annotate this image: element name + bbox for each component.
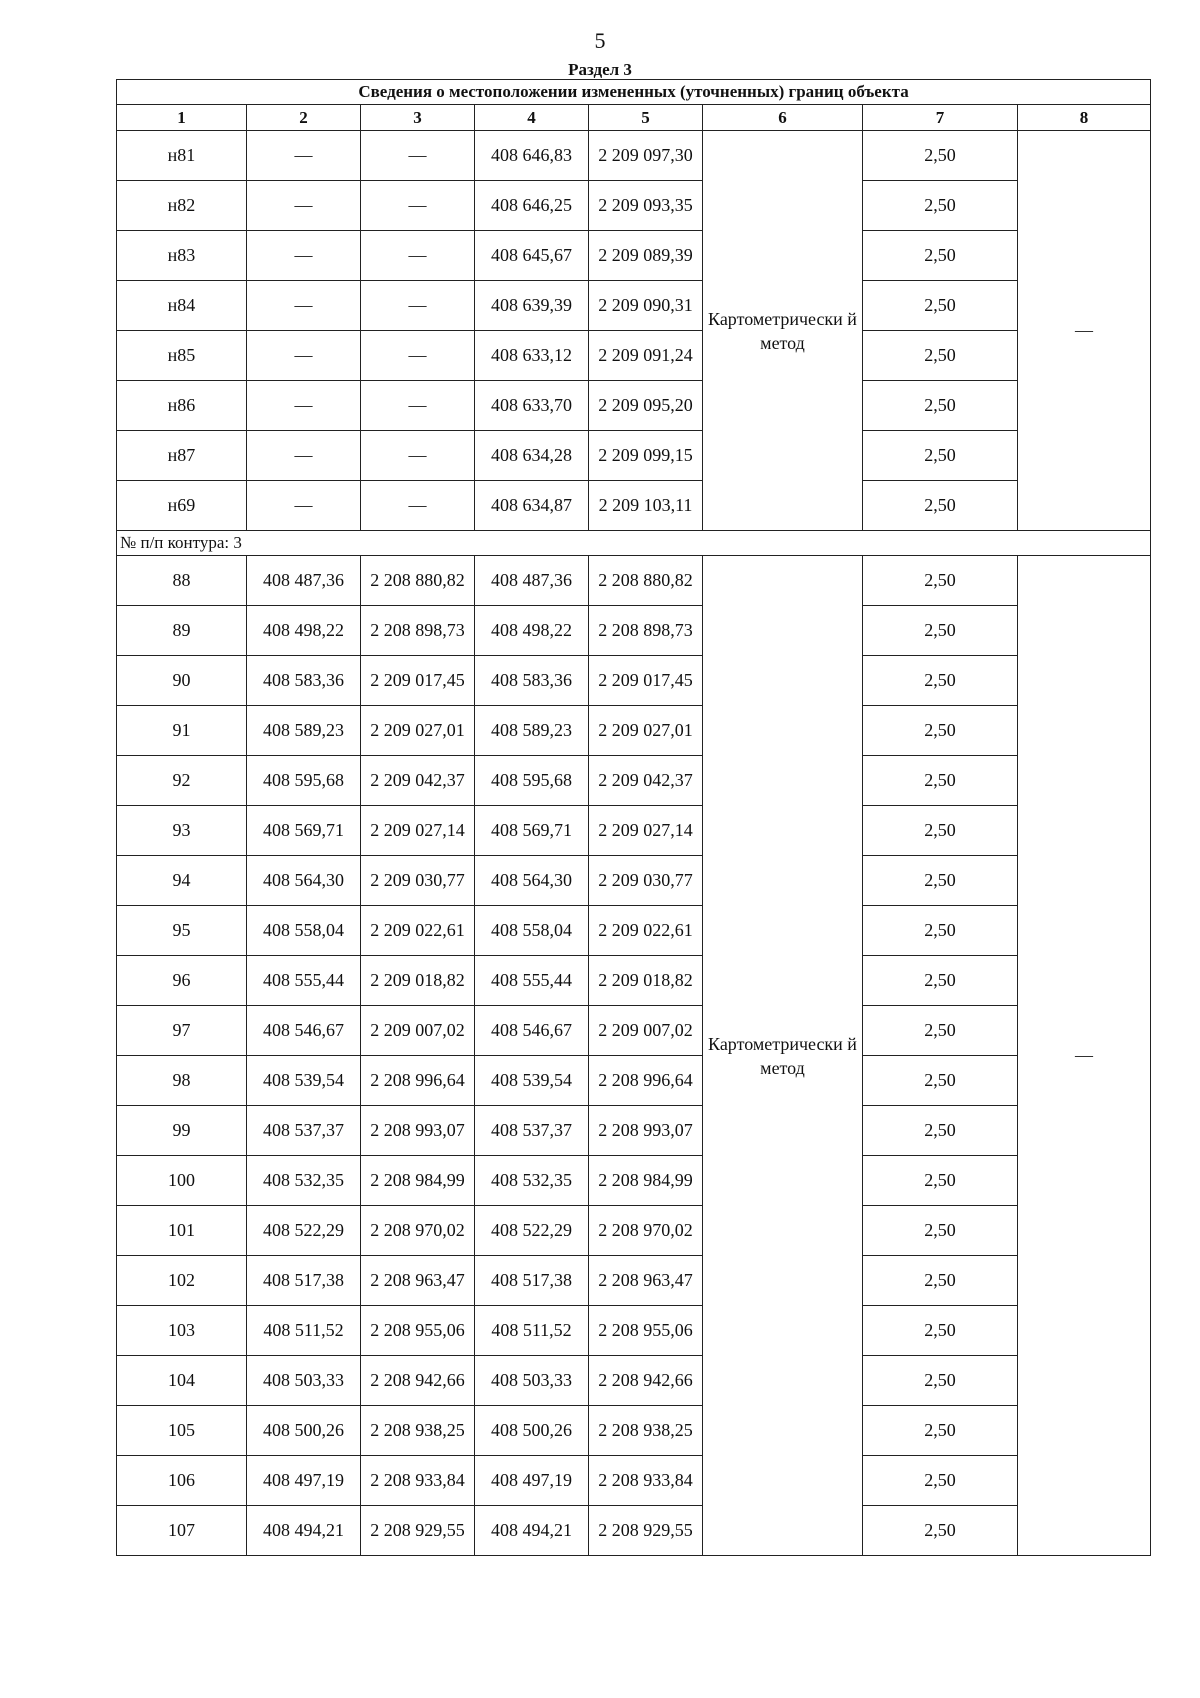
accuracy-value: 2,50 — [863, 1106, 1018, 1156]
old-x-coordinate: 408 537,37 — [247, 1106, 361, 1156]
new-x-coordinate: 408 494,21 — [475, 1506, 589, 1556]
new-x-coordinate: 408 558,04 — [475, 906, 589, 956]
section-title: Раздел 3 — [568, 60, 632, 79]
point-number: 106 — [117, 1456, 247, 1506]
coordinates-table-container — [116, 79, 1150, 1556]
old-y-coordinate: 2 209 017,45 — [361, 656, 475, 706]
old-x-coordinate: — — [247, 181, 361, 231]
accuracy-value: 2,50 — [863, 706, 1018, 756]
old-y-coordinate: — — [361, 181, 475, 231]
old-x-coordinate: 408 564,30 — [247, 856, 361, 906]
determination-method: Картометрически й метод — [703, 131, 863, 531]
point-number: 95 — [117, 906, 247, 956]
table-row — [117, 281, 1151, 331]
old-y-coordinate: 2 208 933,84 — [361, 1456, 475, 1506]
table-caption-row — [117, 80, 1151, 105]
accuracy-value: 2,50 — [863, 1156, 1018, 1206]
new-y-coordinate: 2 208 933,84 — [589, 1456, 703, 1506]
coordinates-table — [116, 79, 1151, 1556]
accuracy-value: 2,50 — [863, 756, 1018, 806]
new-y-coordinate: 2 208 996,64 — [589, 1056, 703, 1106]
point-number: 91 — [117, 706, 247, 756]
new-y-coordinate: 2 208 898,73 — [589, 606, 703, 656]
new-x-coordinate: 408 645,67 — [475, 231, 589, 281]
accuracy-value: 2,50 — [863, 656, 1018, 706]
table-row — [117, 706, 1151, 756]
point-description: — — [1018, 556, 1151, 1556]
column-number-5: 5 — [589, 105, 703, 131]
new-y-coordinate: 2 209 030,77 — [589, 856, 703, 906]
new-y-coordinate: 2 208 963,47 — [589, 1256, 703, 1306]
column-number-6: 6 — [703, 105, 863, 131]
old-y-coordinate: 2 208 963,47 — [361, 1256, 475, 1306]
old-y-coordinate: 2 208 955,06 — [361, 1306, 475, 1356]
new-x-coordinate: 408 634,87 — [475, 481, 589, 531]
old-y-coordinate: 2 208 929,55 — [361, 1506, 475, 1556]
new-x-coordinate: 408 595,68 — [475, 756, 589, 806]
accuracy-value: 2,50 — [863, 281, 1018, 331]
old-y-coordinate: 2 209 027,01 — [361, 706, 475, 756]
old-y-coordinate: 2 209 027,14 — [361, 806, 475, 856]
old-x-coordinate: 408 511,52 — [247, 1306, 361, 1356]
accuracy-value: 2,50 — [863, 1406, 1018, 1456]
point-number: 89 — [117, 606, 247, 656]
old-y-coordinate: 2 208 942,66 — [361, 1356, 475, 1406]
new-x-coordinate: 408 569,71 — [475, 806, 589, 856]
table-row — [117, 906, 1151, 956]
new-y-coordinate: 2 209 090,31 — [589, 281, 703, 331]
accuracy-value: 2,50 — [863, 806, 1018, 856]
old-x-coordinate: 408 532,35 — [247, 1156, 361, 1206]
old-y-coordinate: — — [361, 431, 475, 481]
accuracy-value: 2,50 — [863, 906, 1018, 956]
new-x-coordinate: 408 589,23 — [475, 706, 589, 756]
new-x-coordinate: 408 511,52 — [475, 1306, 589, 1356]
new-y-coordinate: 2 208 880,82 — [589, 556, 703, 606]
point-number: 97 — [117, 1006, 247, 1056]
old-y-coordinate: — — [361, 231, 475, 281]
table-caption: Сведения о местоположении измененных (уточненных) границ объекта — [117, 80, 1151, 105]
new-x-coordinate: 408 646,25 — [475, 181, 589, 231]
new-y-coordinate: 2 209 089,39 — [589, 231, 703, 281]
old-x-coordinate: 408 595,68 — [247, 756, 361, 806]
new-x-coordinate: 408 555,44 — [475, 956, 589, 1006]
accuracy-value: 2,50 — [863, 1506, 1018, 1556]
table-row — [117, 131, 1151, 181]
new-x-coordinate: 408 639,39 — [475, 281, 589, 331]
column-number-7: 7 — [863, 105, 1018, 131]
point-number: 96 — [117, 956, 247, 1006]
old-x-coordinate: 408 487,36 — [247, 556, 361, 606]
new-y-coordinate: 2 209 018,82 — [589, 956, 703, 1006]
point-number: 105 — [117, 1406, 247, 1456]
table-row — [117, 556, 1151, 606]
new-y-coordinate: 2 209 042,37 — [589, 756, 703, 806]
old-x-coordinate: 408 498,22 — [247, 606, 361, 656]
accuracy-value: 2,50 — [863, 381, 1018, 431]
old-y-coordinate: 2 209 022,61 — [361, 906, 475, 956]
table-row — [117, 1506, 1151, 1556]
new-x-coordinate: 408 564,30 — [475, 856, 589, 906]
table-row — [117, 181, 1151, 231]
table-row — [117, 431, 1151, 481]
accuracy-value: 2,50 — [863, 331, 1018, 381]
old-y-coordinate: — — [361, 331, 475, 381]
new-x-coordinate: 408 633,12 — [475, 331, 589, 381]
determination-method: Картометрически й метод — [703, 556, 863, 1556]
point-number: 99 — [117, 1106, 247, 1156]
point-number: 98 — [117, 1056, 247, 1106]
old-x-coordinate: 408 522,29 — [247, 1206, 361, 1256]
column-number-2: 2 — [247, 105, 361, 131]
accuracy-value: 2,50 — [863, 556, 1018, 606]
new-x-coordinate: 408 503,33 — [475, 1356, 589, 1406]
new-y-coordinate: 2 208 942,66 — [589, 1356, 703, 1406]
old-x-coordinate: 408 497,19 — [247, 1456, 361, 1506]
point-number: н86 — [117, 381, 247, 431]
table-row — [117, 331, 1151, 381]
accuracy-value: 2,50 — [863, 1456, 1018, 1506]
table-row — [117, 1456, 1151, 1506]
accuracy-value: 2,50 — [863, 481, 1018, 531]
new-y-coordinate: 2 209 027,14 — [589, 806, 703, 856]
point-number: 92 — [117, 756, 247, 806]
point-number: 90 — [117, 656, 247, 706]
old-x-coordinate: 408 503,33 — [247, 1356, 361, 1406]
point-number: 101 — [117, 1206, 247, 1256]
table-row — [117, 1006, 1151, 1056]
column-number-8: 8 — [1018, 105, 1151, 131]
accuracy-value: 2,50 — [863, 131, 1018, 181]
old-x-coordinate: — — [247, 131, 361, 181]
old-y-coordinate: 2 209 030,77 — [361, 856, 475, 906]
table-row — [117, 481, 1151, 531]
old-x-coordinate: 408 517,38 — [247, 1256, 361, 1306]
column-number-row — [117, 105, 1151, 131]
new-x-coordinate: 408 634,28 — [475, 431, 589, 481]
old-y-coordinate: 2 208 880,82 — [361, 556, 475, 606]
new-y-coordinate: 2 209 095,20 — [589, 381, 703, 431]
contour-label: № п/п контура: 3 — [117, 531, 1151, 556]
point-number: 88 — [117, 556, 247, 606]
table-row — [117, 856, 1151, 906]
column-number-1: 1 — [117, 105, 247, 131]
new-y-coordinate: 2 209 097,30 — [589, 131, 703, 181]
accuracy-value: 2,50 — [863, 431, 1018, 481]
column-number-4: 4 — [475, 105, 589, 131]
new-y-coordinate: 2 209 099,15 — [589, 431, 703, 481]
new-y-coordinate: 2 208 970,02 — [589, 1206, 703, 1256]
column-number-3: 3 — [361, 105, 475, 131]
new-x-coordinate: 408 537,37 — [475, 1106, 589, 1156]
new-y-coordinate: 2 209 093,35 — [589, 181, 703, 231]
new-y-coordinate: 2 208 955,06 — [589, 1306, 703, 1356]
old-x-coordinate: — — [247, 231, 361, 281]
table-row — [117, 1206, 1151, 1256]
table-row — [117, 1306, 1151, 1356]
point-number: н83 — [117, 231, 247, 281]
old-x-coordinate: 408 589,23 — [247, 706, 361, 756]
table-row — [117, 1256, 1151, 1306]
point-number: н82 — [117, 181, 247, 231]
old-y-coordinate: — — [361, 281, 475, 331]
new-x-coordinate: 408 539,54 — [475, 1056, 589, 1106]
accuracy-value: 2,50 — [863, 1006, 1018, 1056]
old-x-coordinate: — — [247, 281, 361, 331]
point-number: н84 — [117, 281, 247, 331]
new-y-coordinate: 2 208 984,99 — [589, 1156, 703, 1206]
new-x-coordinate: 408 498,22 — [475, 606, 589, 656]
old-y-coordinate: — — [361, 481, 475, 531]
table-row — [117, 756, 1151, 806]
table-row — [117, 956, 1151, 1006]
table-row — [117, 1106, 1151, 1156]
point-number: 94 — [117, 856, 247, 906]
point-number: н69 — [117, 481, 247, 531]
accuracy-value: 2,50 — [863, 1356, 1018, 1406]
accuracy-value: 2,50 — [863, 1206, 1018, 1256]
new-y-coordinate: 2 209 103,11 — [589, 481, 703, 531]
accuracy-value: 2,50 — [863, 1306, 1018, 1356]
old-x-coordinate: 408 555,44 — [247, 956, 361, 1006]
new-y-coordinate: 2 208 929,55 — [589, 1506, 703, 1556]
old-y-coordinate: 2 208 993,07 — [361, 1106, 475, 1156]
new-y-coordinate: 2 209 022,61 — [589, 906, 703, 956]
old-x-coordinate: — — [247, 381, 361, 431]
new-x-coordinate: 408 532,35 — [475, 1156, 589, 1206]
new-y-coordinate: 2 209 027,01 — [589, 706, 703, 756]
old-x-coordinate: 408 539,54 — [247, 1056, 361, 1106]
old-x-coordinate: 408 558,04 — [247, 906, 361, 956]
old-x-coordinate: 408 546,67 — [247, 1006, 361, 1056]
new-x-coordinate: 408 497,19 — [475, 1456, 589, 1506]
table-row — [117, 1056, 1151, 1106]
accuracy-value: 2,50 — [863, 231, 1018, 281]
old-x-coordinate: 408 569,71 — [247, 806, 361, 856]
new-x-coordinate: 408 522,29 — [475, 1206, 589, 1256]
new-y-coordinate: 2 209 017,45 — [589, 656, 703, 706]
old-y-coordinate: 2 208 984,99 — [361, 1156, 475, 1206]
point-number: н87 — [117, 431, 247, 481]
new-y-coordinate: 2 209 007,02 — [589, 1006, 703, 1056]
new-y-coordinate: 2 208 938,25 — [589, 1406, 703, 1456]
old-x-coordinate: — — [247, 481, 361, 531]
old-x-coordinate: 408 494,21 — [247, 1506, 361, 1556]
accuracy-value: 2,50 — [863, 181, 1018, 231]
old-y-coordinate: 2 208 996,64 — [361, 1056, 475, 1106]
old-y-coordinate: — — [361, 131, 475, 181]
point-number: н81 — [117, 131, 247, 181]
old-y-coordinate: 2 209 042,37 — [361, 756, 475, 806]
new-y-coordinate: 2 209 091,24 — [589, 331, 703, 381]
old-x-coordinate: 408 500,26 — [247, 1406, 361, 1456]
old-y-coordinate: 2 208 898,73 — [361, 606, 475, 656]
table-row — [117, 1406, 1151, 1456]
accuracy-value: 2,50 — [863, 956, 1018, 1006]
table-row — [117, 231, 1151, 281]
table-row — [117, 606, 1151, 656]
old-y-coordinate: 2 209 007,02 — [361, 1006, 475, 1056]
coordinates-table-body — [117, 80, 1151, 1556]
old-y-coordinate: — — [361, 381, 475, 431]
new-x-coordinate: 408 583,36 — [475, 656, 589, 706]
point-number: 93 — [117, 806, 247, 856]
table-row — [117, 1356, 1151, 1406]
page-number: 5 — [594, 28, 606, 53]
point-number: 104 — [117, 1356, 247, 1406]
old-y-coordinate: 2 209 018,82 — [361, 956, 475, 1006]
table-row — [117, 381, 1151, 431]
old-x-coordinate: — — [247, 431, 361, 481]
point-description: — — [1018, 131, 1151, 531]
old-x-coordinate: — — [247, 331, 361, 381]
table-row — [117, 1156, 1151, 1206]
old-y-coordinate: 2 208 938,25 — [361, 1406, 475, 1456]
accuracy-value: 2,50 — [863, 606, 1018, 656]
old-x-coordinate: 408 583,36 — [247, 656, 361, 706]
point-number: 100 — [117, 1156, 247, 1206]
point-number: 103 — [117, 1306, 247, 1356]
old-y-coordinate: 2 208 970,02 — [361, 1206, 475, 1256]
accuracy-value: 2,50 — [863, 856, 1018, 906]
new-x-coordinate: 408 646,83 — [475, 131, 589, 181]
contour-label-row — [117, 531, 1151, 556]
new-x-coordinate: 408 517,38 — [475, 1256, 589, 1306]
table-row — [117, 806, 1151, 856]
table-row — [117, 656, 1151, 706]
new-y-coordinate: 2 208 993,07 — [589, 1106, 703, 1156]
new-x-coordinate: 408 500,26 — [475, 1406, 589, 1456]
point-number: н85 — [117, 331, 247, 381]
accuracy-value: 2,50 — [863, 1256, 1018, 1306]
point-number: 107 — [117, 1506, 247, 1556]
new-x-coordinate: 408 633,70 — [475, 381, 589, 431]
point-number: 102 — [117, 1256, 247, 1306]
new-x-coordinate: 408 546,67 — [475, 1006, 589, 1056]
accuracy-value: 2,50 — [863, 1056, 1018, 1106]
new-x-coordinate: 408 487,36 — [475, 556, 589, 606]
